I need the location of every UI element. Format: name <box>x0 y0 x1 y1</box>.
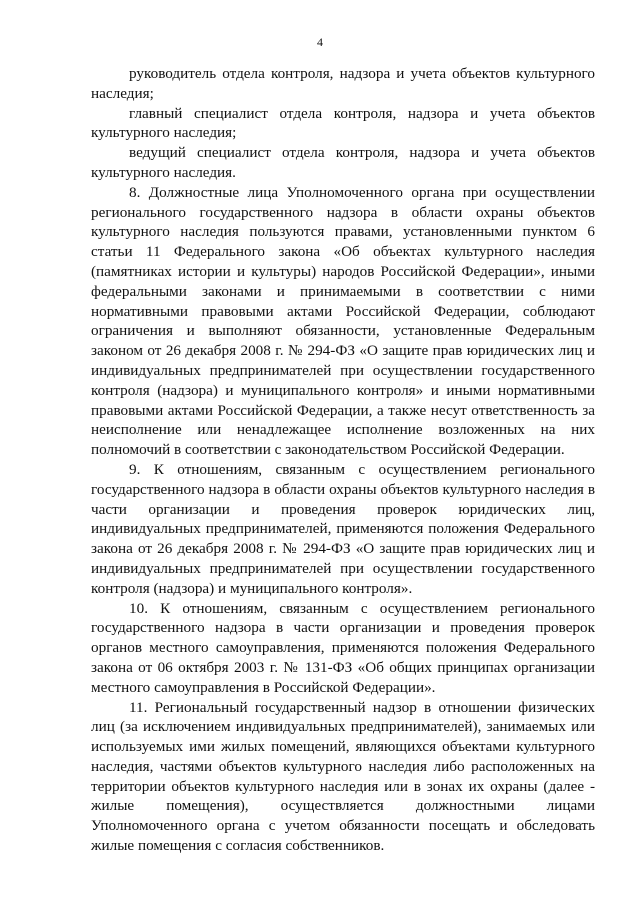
document-body <box>91 64 595 856</box>
paragraph-leading-specialist: ведущий специалист отдела контроля, надзора и учета объектов культурного наследия. <box>91 144 595 181</box>
page-number: 4 <box>317 35 323 49</box>
paragraph-chief-specialist: главный специалист отдела контроля, надзора и учета объектов культурного наследия; <box>91 104 595 142</box>
paragraph-item-10: 10. К отношениям, связанным с осуществлением регионального государственного надзора в части организации и проведения проверок органов местного самоуправления, применяются положения Федерального закона от 06 октября 2003 г. № 131-ФЗ «Об общих принципах организации местного самоуправления в Российской Федерации». <box>91 599 595 696</box>
paragraph-item-9: 9. К отношениям, связанным с осуществлением регионального государственного надзора в области охраны объектов культурного наследия в части организации и проведения проверок юридических лиц, индивидуальных предпринимателей, применяются положения Федерального закона от 26 декабря 2008 г. № 294-ФЗ «О защите прав юридических лиц и индивидуальных предпринимателей при осуществлении государственного контроля (надзора) и муниципального контроля». <box>91 460 595 597</box>
paragraph-head-of-department: руководитель отдела контроля, надзора и учета объектов культурного наследия; <box>91 65 595 102</box>
paragraph-item-8: 8. Должностные лица Уполномоченного органа при осуществлении регионального государственного надзора в области охраны объектов культурного наследия пользуются правами, установленными пунктом 6 статьи 11 Федерального закона «Об объектах культурного наследия (памятниках истории и культуры) народов Российской Федерации», иными федеральными законами и принимаемыми в соответствии с ними нормативными правовыми актами Российской Федерации, соблюдают ограничения и выполняют обязанности, установленные Федеральным законом от 26 декабря 2008 г. № 294-ФЗ «О защите прав юридических лиц и индивидуальных предпринимателей при осуществлении государственного контроля (надзора) и муниципального контроля» и иными нормативными правовыми актами Российской Федерации, а также несут ответственность за неисполнение или ненадлежащее исполнение возложенных на них полномочий в соответствии с законодательством Российской Федерации. <box>91 183 595 459</box>
paragraph-item-11: 11. Региональный государственный надзор в отношении физических лиц (за исключением индивидуальных предпринимателей), занимаемых или используемых ими жилых помещений, являющихся объектами культурного наследия, частями объектов культурного наследия либо расположенных на территории объектов культурного наследия или в зонах их охраны (далее - жилые помещения), осуществляется должностными лицами Уполномоченного органа с учетом обязанности посещать и обследовать жилые помещения с согласия собственников. <box>91 698 595 855</box>
